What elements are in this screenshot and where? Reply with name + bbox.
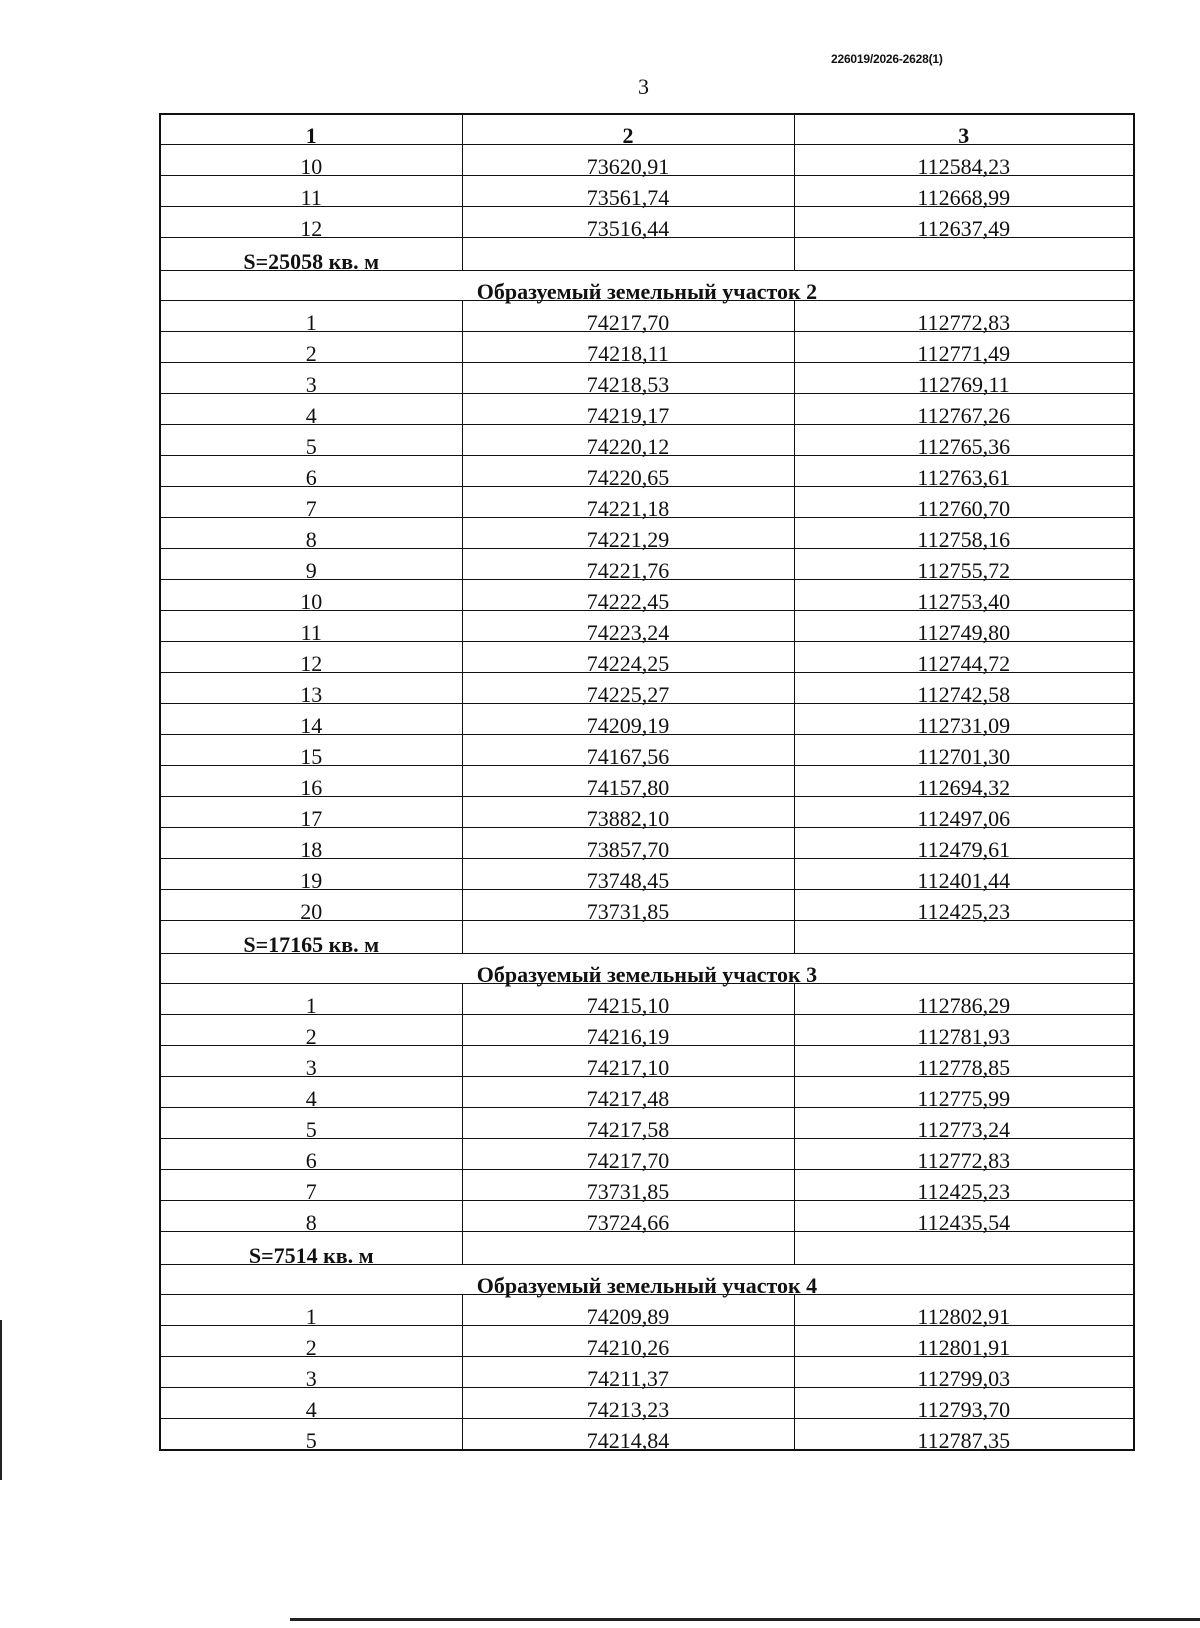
point-number-cell: 12 [160,207,462,238]
point-number-cell: 18 [160,828,462,859]
y-coordinate-cell: 112435,54 [794,1201,1134,1232]
point-number-cell: 3 [160,363,462,394]
point-number-cell: 8 [160,1201,462,1232]
empty-cell [462,921,794,954]
table-row [160,332,1134,363]
table-row [160,766,1134,797]
table-row [160,1201,1134,1232]
x-coordinate-cell: 73731,85 [462,1170,794,1201]
x-coordinate-cell: 74215,10 [462,984,794,1015]
y-coordinate-cell: 112786,29 [794,984,1134,1015]
area-cell: S=17165 кв. м [160,921,462,954]
point-number-cell: 3 [160,1046,462,1077]
table-row [160,1295,1134,1326]
point-number-cell: 2 [160,332,462,363]
y-coordinate-cell: 112769,11 [794,363,1134,394]
table-row [160,301,1134,332]
point-number-cell: 1 [160,984,462,1015]
point-number-cell: 11 [160,611,462,642]
x-coordinate-cell: 74219,17 [462,394,794,425]
table-row [160,518,1134,549]
table-row [160,890,1134,921]
area-cell: S=7514 кв. м [160,1232,462,1265]
x-coordinate-cell: 74217,70 [462,301,794,332]
table-row [160,673,1134,704]
point-number-cell: 10 [160,145,462,176]
x-coordinate-cell: 74216,19 [462,1015,794,1046]
y-coordinate-cell: 112760,70 [794,487,1134,518]
x-coordinate-cell: 74218,11 [462,332,794,363]
document-number: 226019/2026-2628(1) [831,52,943,66]
point-number-cell: 12 [160,642,462,673]
scan-edge-mark [0,1320,2,1480]
y-coordinate-cell: 112694,32 [794,766,1134,797]
point-number-cell: 8 [160,518,462,549]
y-coordinate-cell: 112787,35 [794,1419,1134,1451]
y-coordinate-cell: 112742,58 [794,673,1134,704]
point-number-cell: 5 [160,1108,462,1139]
section-title-row [160,954,1134,984]
area-row [160,238,1134,271]
empty-cell [794,921,1134,954]
table-row [160,176,1134,207]
table-row [160,145,1134,176]
y-coordinate-cell: 112771,49 [794,332,1134,363]
y-coordinate-cell: 112425,23 [794,1170,1134,1201]
point-number-cell: 16 [160,766,462,797]
coordinates-table-body [160,114,1134,1453]
x-coordinate-cell: 73620,91 [462,145,794,176]
table-row [160,611,1134,642]
point-number-cell: 7 [160,487,462,518]
point-number-cell: 2 [160,1015,462,1046]
x-coordinate-cell: 74220,12 [462,425,794,456]
point-number-cell: 13 [160,673,462,704]
table-row [160,859,1134,890]
section-title: Образуемый земельный участок 2 [160,271,1134,301]
point-number-cell: 2 [160,1326,462,1357]
y-coordinate-cell: 112765,36 [794,425,1134,456]
x-coordinate-cell: 74222,45 [462,580,794,611]
point-number-cell: 10 [160,580,462,611]
y-coordinate-cell: 112772,83 [794,301,1134,332]
point-number-cell: 19 [160,859,462,890]
y-coordinate-cell: 112758,16 [794,518,1134,549]
y-coordinate-cell: 112801,91 [794,1326,1134,1357]
coordinates-table [159,113,1135,1451]
x-coordinate-cell: 74223,24 [462,611,794,642]
table-row [160,1046,1134,1077]
table-row [160,580,1134,611]
table-row [160,394,1134,425]
x-coordinate-cell: 74217,10 [462,1046,794,1077]
y-coordinate-cell: 112701,30 [794,735,1134,766]
empty-cell [462,1232,794,1265]
point-number-cell: 1 [160,301,462,332]
table-row [160,1077,1134,1108]
point-number-cell: 9 [160,549,462,580]
table-row [160,1419,1134,1451]
x-coordinate-cell: 73724,66 [462,1201,794,1232]
x-coordinate-cell: 73748,45 [462,859,794,890]
y-coordinate-cell: 112775,99 [794,1077,1134,1108]
page-number: 3 [638,74,649,99]
y-coordinate-cell: 112497,06 [794,797,1134,828]
point-number-cell: 6 [160,456,462,487]
header-col-2: 2 [462,114,794,145]
header-col-3: 3 [794,114,1134,145]
x-coordinate-cell: 74167,56 [462,735,794,766]
point-number-cell: 11 [160,176,462,207]
x-coordinate-cell: 74210,26 [462,1326,794,1357]
y-coordinate-cell: 112755,72 [794,549,1134,580]
y-coordinate-cell: 112731,09 [794,704,1134,735]
point-number-cell: 5 [160,425,462,456]
x-coordinate-cell: 73882,10 [462,797,794,828]
table-row [160,425,1134,456]
empty-cell [794,1232,1134,1265]
point-number-cell: 4 [160,394,462,425]
table-row [160,1357,1134,1388]
x-coordinate-cell: 74217,70 [462,1139,794,1170]
y-coordinate-cell: 112781,93 [794,1015,1134,1046]
table-row [160,1326,1134,1357]
point-number-cell: 6 [160,1139,462,1170]
x-coordinate-cell: 74221,18 [462,487,794,518]
table-row [160,797,1134,828]
y-coordinate-cell: 112802,91 [794,1295,1134,1326]
table-row [160,363,1134,394]
point-number-cell: 20 [160,890,462,921]
section-title-row [160,271,1134,301]
table-row [160,487,1134,518]
x-coordinate-cell: 74224,25 [462,642,794,673]
x-coordinate-cell: 74218,53 [462,363,794,394]
x-coordinate-cell: 74221,76 [462,549,794,580]
x-coordinate-cell: 74209,89 [462,1295,794,1326]
header-col-1: 1 [160,114,462,145]
x-coordinate-cell: 74209,19 [462,704,794,735]
point-number-cell: 14 [160,704,462,735]
table-row [160,1170,1134,1201]
table-row [160,456,1134,487]
section-title: Образуемый земельный участок 3 [160,954,1134,984]
y-coordinate-cell: 112778,85 [794,1046,1134,1077]
table-row [160,1139,1134,1170]
point-number-cell: 1 [160,1295,462,1326]
x-coordinate-cell: 74211,37 [462,1357,794,1388]
table-row [160,642,1134,673]
point-number-cell: 3 [160,1357,462,1388]
point-number-cell: 4 [160,1388,462,1419]
scan-bottom-rule [290,1618,1200,1621]
y-coordinate-cell: 112767,26 [794,394,1134,425]
y-coordinate-cell: 112637,49 [794,207,1134,238]
table-row [160,207,1134,238]
point-number-cell: 4 [160,1077,462,1108]
y-coordinate-cell: 112479,61 [794,828,1134,859]
x-coordinate-cell: 74217,48 [462,1077,794,1108]
y-coordinate-cell: 112401,44 [794,859,1134,890]
x-coordinate-cell: 74225,27 [462,673,794,704]
table-row [160,549,1134,580]
table-row [160,828,1134,859]
y-coordinate-cell: 112584,23 [794,145,1134,176]
area-cell: S=25058 кв. м [160,238,462,271]
y-coordinate-cell: 112425,23 [794,890,1134,921]
table-row [160,1108,1134,1139]
y-coordinate-cell: 112668,99 [794,176,1134,207]
x-coordinate-cell: 73561,74 [462,176,794,207]
empty-cell [794,238,1134,271]
x-coordinate-cell: 74220,65 [462,456,794,487]
point-number-cell: 15 [160,735,462,766]
table-header-row [160,114,1134,145]
y-coordinate-cell: 112763,61 [794,456,1134,487]
y-coordinate-cell: 112799,03 [794,1357,1134,1388]
x-coordinate-cell: 73516,44 [462,207,794,238]
x-coordinate-cell: 74213,23 [462,1388,794,1419]
x-coordinate-cell: 74214,84 [462,1419,794,1451]
table-row [160,704,1134,735]
y-coordinate-cell: 112772,83 [794,1139,1134,1170]
point-number-cell: 5 [160,1419,462,1451]
table-row [160,1388,1134,1419]
y-coordinate-cell: 112793,70 [794,1388,1134,1419]
table-row [160,735,1134,766]
area-row [160,921,1134,954]
y-coordinate-cell: 112749,80 [794,611,1134,642]
table-row [160,984,1134,1015]
x-coordinate-cell: 73857,70 [462,828,794,859]
x-coordinate-cell: 74221,29 [462,518,794,549]
point-number-cell: 7 [160,1170,462,1201]
empty-cell [462,238,794,271]
table-row [160,1015,1134,1046]
section-title-row [160,1265,1134,1295]
x-coordinate-cell: 73731,85 [462,890,794,921]
x-coordinate-cell: 74157,80 [462,766,794,797]
y-coordinate-cell: 112744,72 [794,642,1134,673]
area-row [160,1232,1134,1265]
x-coordinate-cell: 74217,58 [462,1108,794,1139]
point-number-cell: 17 [160,797,462,828]
section-title: Образуемый земельный участок 4 [160,1265,1134,1295]
y-coordinate-cell: 112773,24 [794,1108,1134,1139]
y-coordinate-cell: 112753,40 [794,580,1134,611]
